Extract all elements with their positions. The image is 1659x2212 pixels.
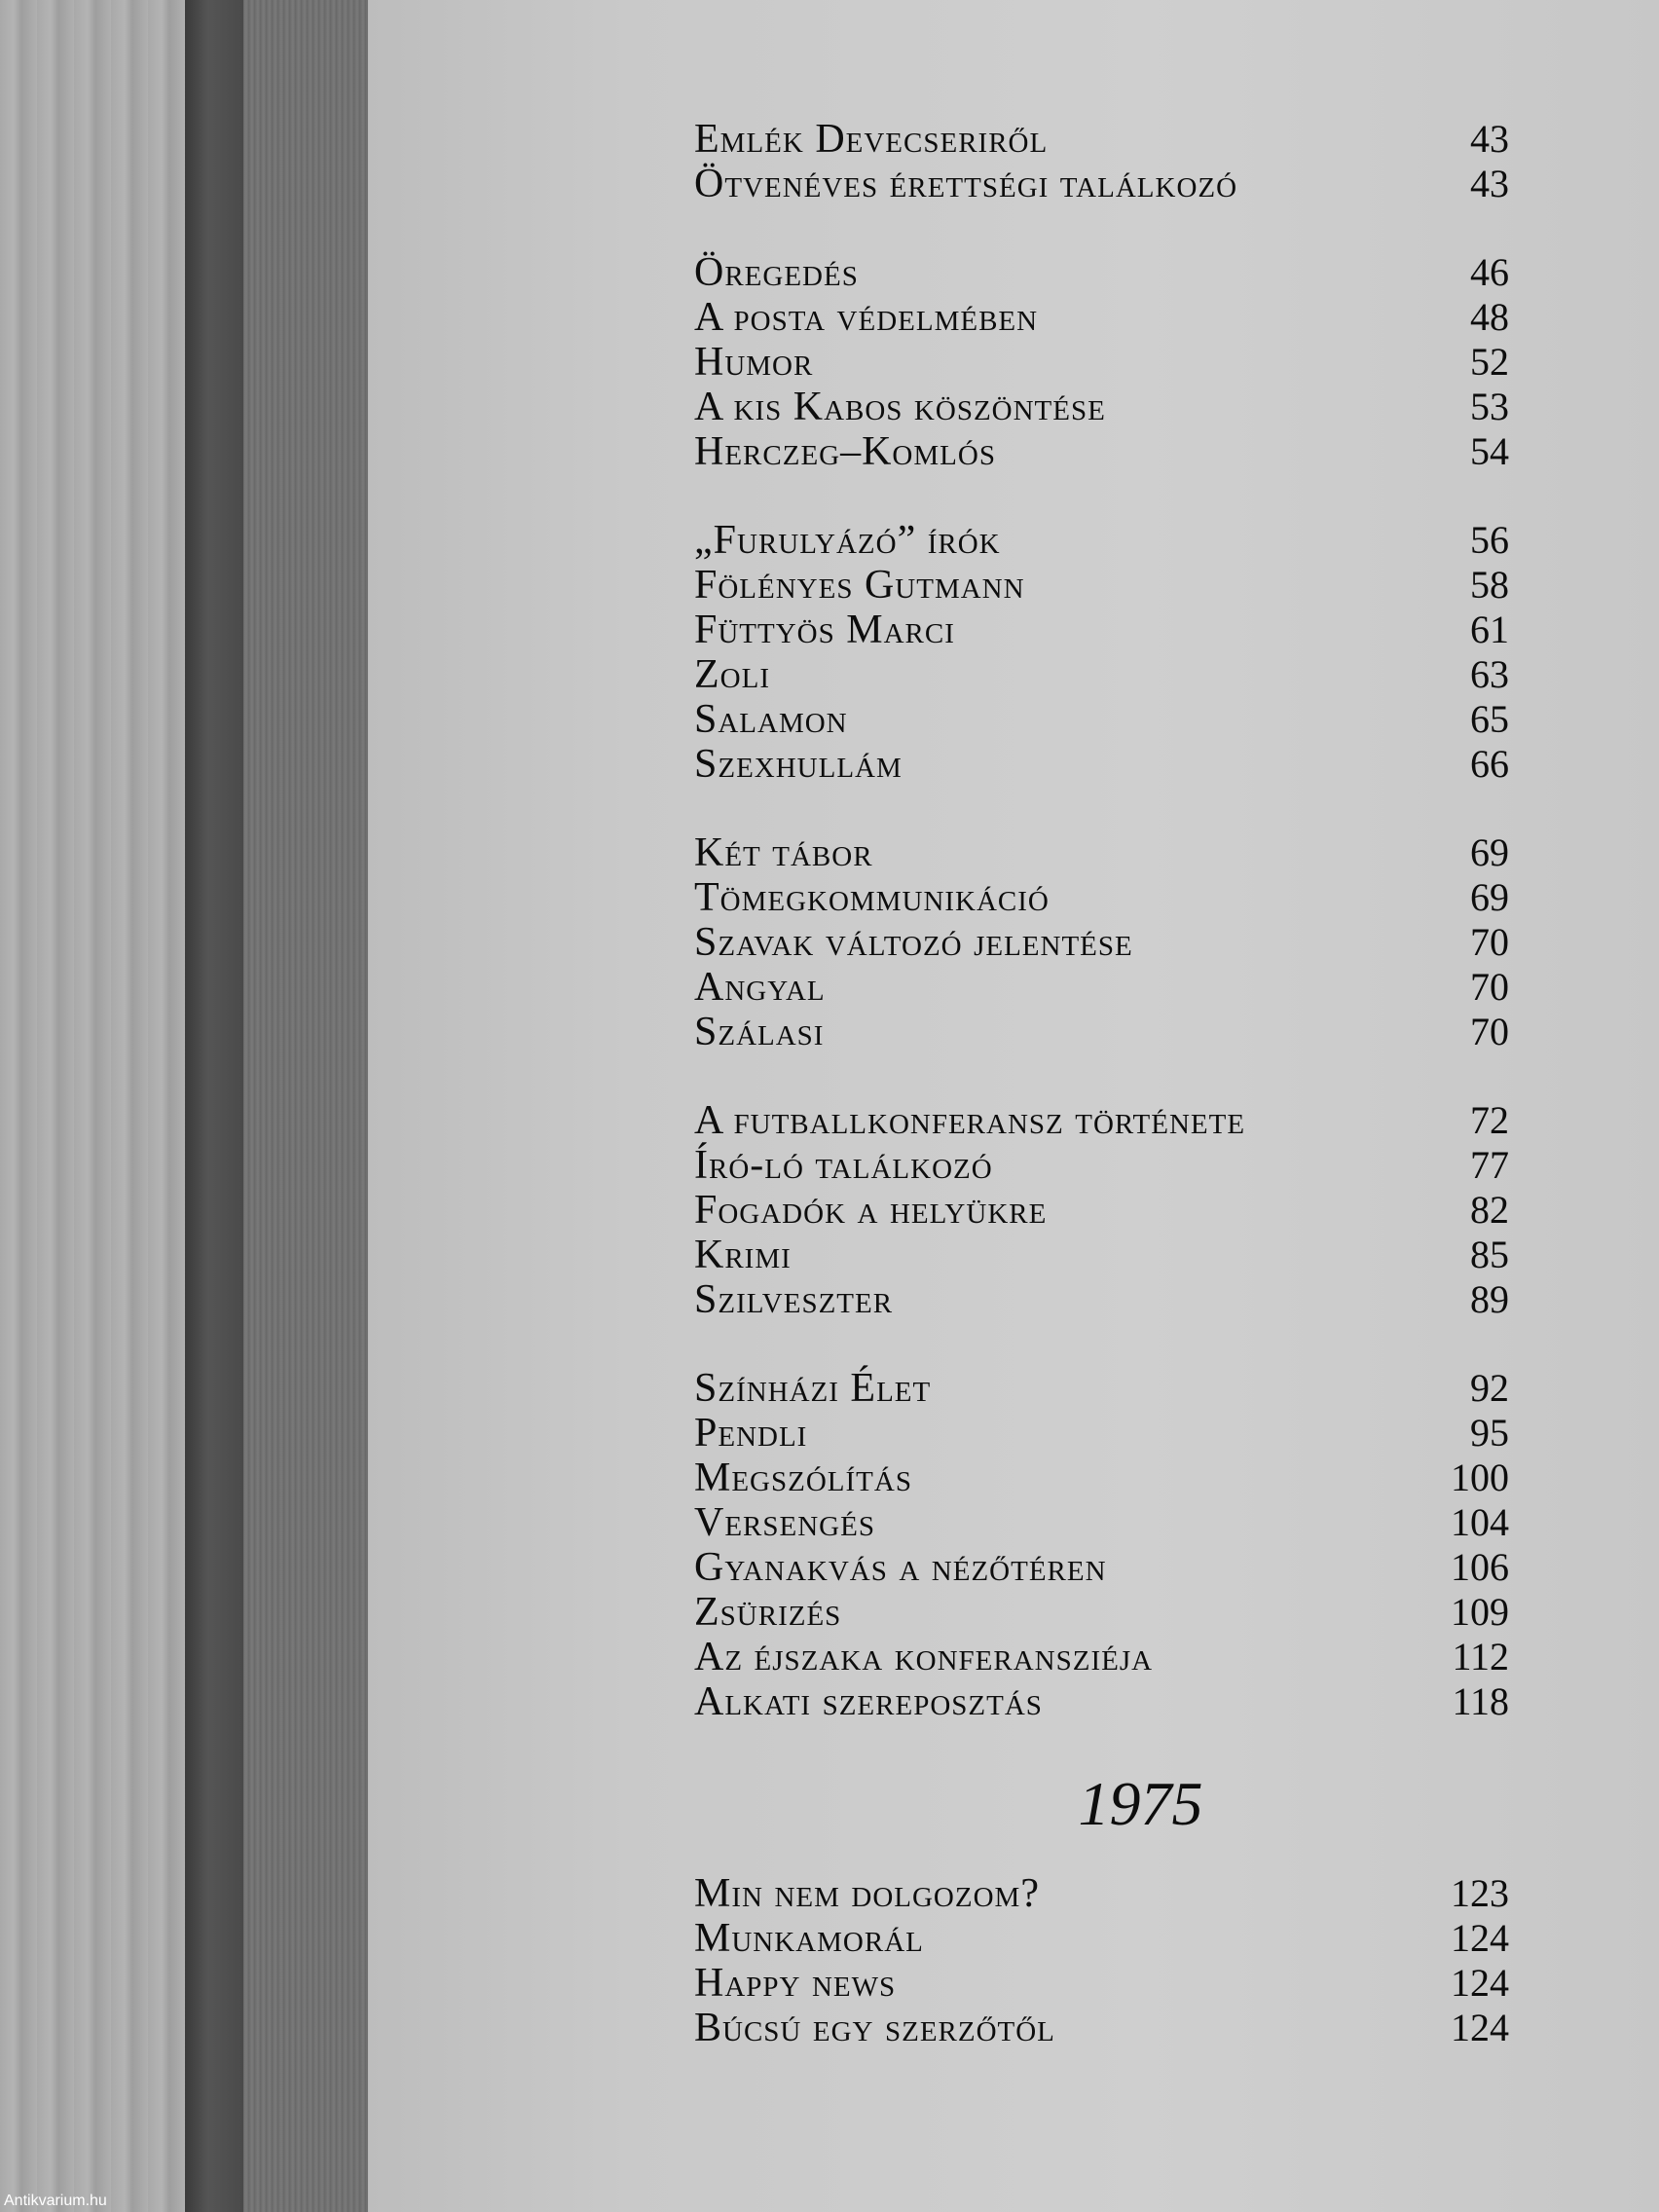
toc-entry <box>694 563 1509 608</box>
entry-page-number: 100 <box>1451 1456 1509 1499</box>
toc-entry <box>694 518 1509 563</box>
entry-page-number: 124 <box>1451 1916 1509 1960</box>
year-heading: 1975 <box>1078 1769 1203 1838</box>
toc-entry <box>694 742 1509 787</box>
toc-entry <box>694 1500 1509 1545</box>
entry-title: Színházi Élet <box>694 1366 932 1411</box>
toc-group <box>694 117 1509 206</box>
entry-title: Krimi <box>694 1233 792 1277</box>
entry-page-number: 70 <box>1470 920 1509 964</box>
entry-title: Versengés <box>694 1500 875 1545</box>
entry-page-number: 109 <box>1451 1590 1509 1634</box>
watermark: Antikvarium.hu <box>4 2193 107 2209</box>
entry-title: „Furulyázó” írók <box>694 518 1001 563</box>
entry-page-number: 104 <box>1451 1500 1509 1544</box>
toc-entry <box>694 1366 1509 1411</box>
entry-title: A futballkonferansz története <box>694 1098 1246 1143</box>
toc-entry <box>694 117 1509 162</box>
entry-page-number: 106 <box>1451 1545 1509 1589</box>
entry-title: Zoli <box>694 652 770 697</box>
entry-page-number: 66 <box>1470 742 1509 786</box>
entry-page-number: 123 <box>1451 1871 1509 1915</box>
entry-page-number: 112 <box>1452 1635 1509 1678</box>
entry-title: A kis Kabos köszöntése <box>694 385 1106 429</box>
entry-page-number: 124 <box>1451 1961 1509 2005</box>
entry-page-number: 72 <box>1470 1098 1509 1142</box>
entry-page-number: 48 <box>1470 295 1509 339</box>
toc-entry <box>694 1143 1509 1188</box>
entry-title: Emlék Devecseriről <box>694 117 1049 162</box>
toc-entry <box>694 965 1509 1010</box>
entry-title: Alkati szereposztás <box>694 1679 1043 1724</box>
toc-entry <box>694 1916 1509 1961</box>
entry-page-number: 92 <box>1470 1366 1509 1410</box>
toc-group <box>694 1871 1509 2050</box>
toc-group <box>694 1098 1509 1322</box>
entry-title: Két tábor <box>694 830 873 875</box>
entry-title: Pendli <box>694 1411 808 1456</box>
toc-entry <box>694 429 1509 474</box>
toc-entry <box>694 1961 1509 2006</box>
toc-entry <box>694 1679 1509 1724</box>
toc-entry <box>694 830 1509 875</box>
toc-entry <box>694 608 1509 652</box>
entry-title: Humor <box>694 340 814 385</box>
toc-entry <box>694 162 1509 206</box>
entry-title: Fogadók a helyükre <box>694 1188 1048 1233</box>
entry-page-number: 69 <box>1470 830 1509 874</box>
entry-page-number: 43 <box>1470 117 1509 161</box>
toc-entry <box>694 1456 1509 1500</box>
toc-entry <box>694 1411 1509 1456</box>
toc-entry <box>694 1098 1509 1143</box>
toc-group <box>694 250 1509 474</box>
entry-page-number: 58 <box>1470 563 1509 607</box>
toc-entry <box>694 875 1509 920</box>
toc-entry <box>694 652 1509 697</box>
toc-entry <box>694 1871 1509 1916</box>
toc-entry <box>694 1545 1509 1590</box>
book-cover-edge <box>185 0 243 2212</box>
entry-page-number: 89 <box>1470 1277 1509 1321</box>
toc-entry <box>694 295 1509 340</box>
book-page-edges <box>243 0 380 2212</box>
entry-title: Öregedés <box>694 250 859 295</box>
entry-page-number: 124 <box>1451 2006 1509 2049</box>
background-wall <box>0 0 185 2212</box>
toc-entry <box>694 1188 1509 1233</box>
entry-title: Fölényes Gutmann <box>694 563 1025 608</box>
entry-title: Zsürizés <box>694 1590 842 1635</box>
toc-entry <box>694 1635 1509 1679</box>
entry-title: Szexhullám <box>694 742 903 787</box>
entry-page-number: 85 <box>1470 1233 1509 1276</box>
entry-page-number: 118 <box>1452 1679 1509 1723</box>
entry-page-number: 65 <box>1470 697 1509 741</box>
entry-title: Füttyös Marci <box>694 608 955 652</box>
toc-entry <box>694 1590 1509 1635</box>
toc-entry <box>694 697 1509 742</box>
entry-title: Angyal <box>694 965 826 1010</box>
entry-page-number: 70 <box>1470 1010 1509 1053</box>
entry-page-number: 82 <box>1470 1188 1509 1232</box>
entry-page-number: 54 <box>1470 429 1509 473</box>
entry-page-number: 77 <box>1470 1143 1509 1187</box>
toc-entry <box>694 1010 1509 1054</box>
entry-title: Megszólítás <box>694 1456 912 1500</box>
entry-title: A posta védelmében <box>694 295 1039 340</box>
entry-title: Gyanakvás a nézőtéren <box>694 1545 1107 1590</box>
toc-entry <box>694 920 1509 965</box>
entry-title: Búcsú egy szerzőtől <box>694 2006 1055 2050</box>
entry-title: Szavak változó jelentése <box>694 920 1133 965</box>
entry-title: Happy news <box>694 1961 897 2006</box>
entry-title: Herczeg–Komlós <box>694 429 996 474</box>
toc-group <box>694 830 1509 1054</box>
entry-title: Ötvenéves érettségi találkozó <box>694 162 1238 206</box>
table-of-contents <box>694 117 1509 2094</box>
entry-page-number: 63 <box>1470 652 1509 696</box>
entry-title: Salamon <box>694 697 848 742</box>
entry-page-number: 43 <box>1470 162 1509 205</box>
toc-entry <box>694 385 1509 429</box>
entry-page-number: 52 <box>1470 340 1509 384</box>
entry-title: Író-ló találkozó <box>694 1143 993 1188</box>
entry-page-number: 46 <box>1470 250 1509 294</box>
toc-entry <box>694 1277 1509 1322</box>
entry-title: Min nem dolgozom? <box>694 1871 1040 1916</box>
entry-title: Szilveszter <box>694 1277 894 1322</box>
toc-group <box>694 518 1509 787</box>
toc-entry <box>694 340 1509 385</box>
entry-title: Az éjszaka konferansziéja <box>694 1635 1154 1679</box>
entry-page-number: 70 <box>1470 965 1509 1009</box>
entry-page-number: 61 <box>1470 608 1509 651</box>
toc-entry <box>694 2006 1509 2050</box>
entry-title: Tömegkommunikáció <box>694 875 1050 920</box>
toc-group <box>694 1366 1509 1724</box>
entry-page-number: 56 <box>1470 518 1509 562</box>
entry-page-number: 53 <box>1470 385 1509 428</box>
entry-title: Szálasi <box>694 1010 825 1054</box>
entry-page-number: 69 <box>1470 875 1509 919</box>
toc-entry <box>694 250 1509 295</box>
entry-page-number: 95 <box>1470 1411 1509 1455</box>
entry-title: Munkamorál <box>694 1916 924 1961</box>
toc-entry <box>694 1233 1509 1277</box>
